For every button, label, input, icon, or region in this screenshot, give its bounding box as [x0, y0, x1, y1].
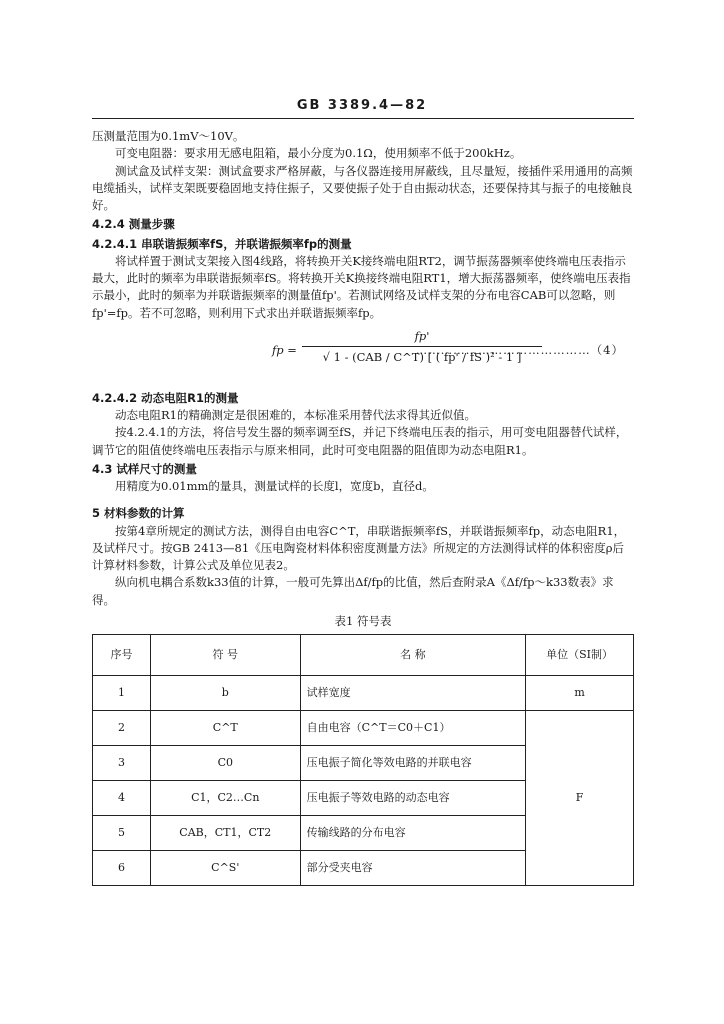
- equation-numerator: fp': [302, 328, 542, 347]
- section-heading: 4.2.4.2 动态电阻R1的测量: [92, 390, 239, 405]
- cell-symbol: C^S': [150, 851, 300, 886]
- header-symbol: 符 号: [150, 635, 300, 676]
- cell-no: 2: [93, 711, 151, 746]
- cell-no: 1: [93, 676, 151, 711]
- paragraph: 将试样置于测试支架接入图4线路，将转换开关K接终端电阻RT2，调节振荡器频率使终端电压表指示最大，此时的频率为串联谐振频率fS。将转换开关K换接终端电阻RT1，增大振荡器频率，使终端电压表指示最小，此时的频率为并联谐振频率的测量值fp'。若测试网络及试样支架的分布电容CAB可以忽略，则fp'=fp。若不可忽略，则利用下式求出并联谐振频率fp。: [92, 253, 631, 320]
- paragraph: 可变电阻器：要求用无感电阻箱，最小分度为0.1Ω，使用频率不低于200kHz。: [115, 146, 522, 161]
- cell-symbol: C1，C2…Cn: [150, 781, 300, 816]
- cell-name: 压电振子简化等效电路的并联电容: [300, 746, 526, 781]
- cell-symbol: C0: [150, 746, 300, 781]
- equation-number: ……………………………………（4）: [415, 342, 624, 357]
- table-title: 表1 符号表: [334, 613, 392, 628]
- cell-name: 部分受夹电容: [300, 851, 526, 886]
- section-heading: 4.2.4 测量步骤: [92, 217, 175, 232]
- table-header-row: [93, 635, 634, 676]
- cell-name: 试样宽度: [300, 676, 526, 711]
- section-heading: 4.2.4.1 串联谐振频率fS，并联谐振频率fp的测量: [92, 236, 352, 251]
- cell-no: 4: [93, 781, 151, 816]
- equation-lhs: fp =: [272, 342, 297, 357]
- header-unit: 单位（SI制）: [526, 635, 634, 676]
- section-heading: 4.3 试样尺寸的测量: [92, 461, 197, 476]
- paragraph: 压测量范围为0.1mV～10V。: [92, 129, 245, 143]
- page-header: GB 3389.4—82: [296, 98, 428, 113]
- paragraph: 按4.2.4.1的方法，将信号发生器的频率调至fS，并记下终端电压表的指示，用可变电阻器替代试样，调节它的阻值使终端电压表指示与原来相同，此时可变电阻器的阻值即为动态电阻R1。: [92, 425, 628, 457]
- paragraph: 用精度为0.01mm的量具，测量试样的长度l，宽度b，直径d。: [115, 479, 434, 493]
- cell-no: 6: [93, 851, 151, 886]
- cell-symbol: b: [150, 676, 300, 711]
- symbol-table: [92, 634, 634, 886]
- cell-symbol: CAB，CT1，CT2: [150, 816, 300, 851]
- cell-symbol: C^T: [150, 711, 300, 746]
- chapter-heading: 5 材料参数的计算: [92, 506, 185, 521]
- cell-name: 传输线路的分布电容: [300, 816, 526, 851]
- cell-name: 自由电容（C^T＝C0＋C1）: [300, 711, 526, 746]
- cell-no: 5: [93, 816, 151, 851]
- header-name: 名 称: [300, 635, 526, 676]
- table-row: [93, 711, 634, 746]
- paragraph: 动态电阻R1的精确测定是很困难的，本标准采用替代法求得其近似值。: [115, 408, 476, 422]
- header-rule: [92, 118, 634, 119]
- equation-denominator: √ 1 - (CAB / C^T) [ ( fp' / fS )² - 1 ]: [322, 350, 522, 364]
- cell-unit-merged: F: [526, 711, 634, 886]
- cell-name: 压电振子等效电路的动态电容: [300, 781, 526, 816]
- cell-no: 3: [93, 746, 151, 781]
- document-body: [92, 128, 634, 886]
- paragraph: 按第4章所规定的测试方法，测得自由电容C^T，串联谐振频率fS，并联谐振频率fp，动态电阻R1，及试样尺寸。按GB 2413—81《压电陶瓷材料体积密度测量方法》所规定的方法测得试样的体积密度ρ后计算材料参数，计算公式及单位见表2。: [92, 523, 626, 572]
- paragraph: 纵向机电耦合系数k33值的计算，一般可先算出Δf/fp的比值，然后查附录A《Δf/fp～k33数表》求得。: [92, 575, 614, 607]
- paragraph: 测试盒及试样支架：测试盒要求严格屏蔽，与各仪器连接用屏蔽线，且尽量短，接插件采用通用的高频电缆插头，试样支架既要稳固地支持住振子，又要使振子处于自由振动状态，还要保持其与振子的电接触良好。: [92, 163, 633, 212]
- cell-unit: m: [526, 676, 634, 711]
- header-no: 序号: [93, 635, 151, 676]
- table-row: [93, 676, 634, 711]
- equation-4: [92, 328, 634, 380]
